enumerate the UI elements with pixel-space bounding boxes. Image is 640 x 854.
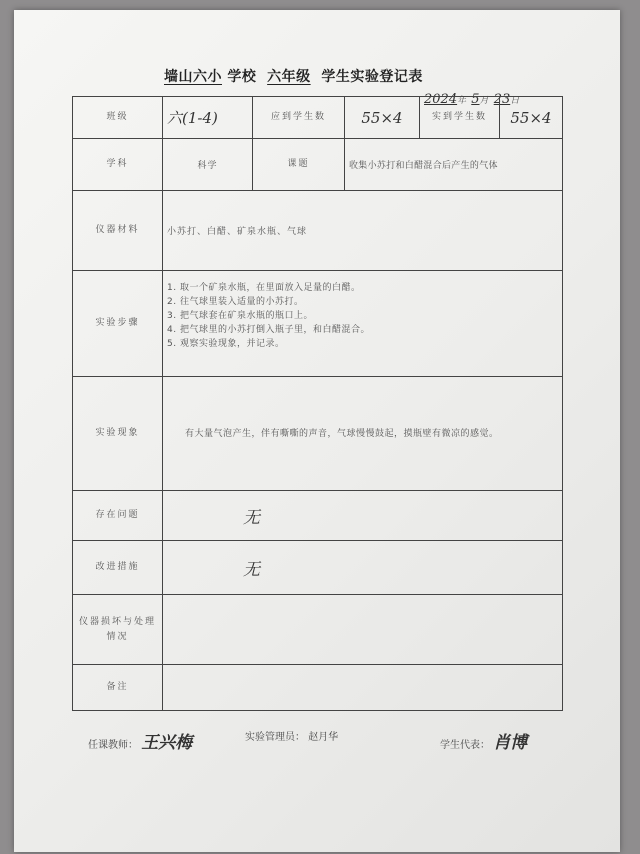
manager-label: 实验管理员：: [245, 732, 305, 743]
remarks-label: 备注: [73, 665, 163, 711]
step-item: 3. 把气球套在矿泉水瓶的瓶口上。: [167, 311, 313, 321]
class-label: 班级: [73, 97, 163, 139]
actual-label: 实到学生数: [420, 97, 500, 139]
actual-value: 55×4: [500, 97, 563, 139]
topic-label: 课题: [253, 139, 345, 191]
problems-value: 无: [163, 491, 563, 541]
table-row: [73, 377, 563, 491]
date-day: 23: [493, 92, 511, 107]
teacher-label: 任课教师：: [88, 740, 138, 751]
table-row: [73, 271, 563, 377]
step-item: 1. 取一个矿泉水瓶，在里面放入足量的白醋。: [167, 283, 361, 293]
remarks-value: [163, 665, 563, 711]
table-row: [73, 191, 563, 271]
student-name: 肖博: [493, 733, 528, 753]
table-row: [73, 491, 563, 541]
grade-name: 六年级: [267, 69, 311, 85]
table-row: [73, 595, 563, 665]
improvement-label: 改进措施: [73, 541, 163, 595]
record-date: 2024年 5月 23日: [424, 92, 521, 107]
manager-name: 赵月华: [308, 732, 339, 743]
step-item: 2. 往气球里装入适量的小苏打。: [167, 297, 304, 307]
table-row: [73, 665, 563, 711]
teacher-signature: [88, 728, 192, 753]
problems-label: 存在问题: [73, 491, 163, 541]
school-word: 学校: [227, 69, 257, 85]
materials-value: 小苏打、白醋、矿泉水瓶、气球: [163, 191, 563, 271]
teacher-name: 王兴梅: [141, 733, 193, 753]
subject-value: 科学: [163, 139, 253, 191]
class-value: 六(1-4): [163, 97, 253, 139]
table-row: [73, 541, 563, 595]
topic-value: 收集小苏打和白醋混合后产生的气体: [345, 139, 563, 191]
date-month: 5: [471, 92, 480, 107]
expected-value: 55×4: [345, 97, 420, 139]
expected-label: 应到学生数: [253, 97, 345, 139]
table-row: [73, 139, 563, 191]
form-name: 学生实验登记表: [321, 69, 423, 85]
record-table: [72, 96, 563, 711]
table-row: [73, 97, 563, 139]
step-item: 4. 把气球里的小苏打倒入瓶子里，和白醋混合。: [167, 325, 370, 335]
date-year: 2024: [424, 92, 458, 107]
materials-label: 仪器材料: [73, 191, 163, 271]
school-name: 墙山六小: [164, 69, 222, 85]
student-signature: [440, 728, 527, 753]
damage-value: [163, 595, 563, 665]
student-label: 学生代表：: [440, 740, 490, 751]
steps-list: [163, 271, 563, 377]
damage-label: 仪器损坏与处理情况: [73, 595, 163, 665]
step-item: 5. 观察实验现象，并记录。: [167, 339, 285, 349]
phenomenon-value: 有大量气泡产生，伴有嘶嘶的声音，气球慢慢鼓起，摸瓶壁有微凉的感觉。: [163, 377, 563, 491]
steps-label: 实验步骤: [73, 271, 163, 377]
improvement-value: 无: [163, 541, 563, 595]
form-title: [164, 66, 504, 86]
subject-label: 学科: [73, 139, 163, 191]
manager-signature: [245, 728, 338, 743]
phenomenon-label: 实验现象: [73, 377, 163, 491]
